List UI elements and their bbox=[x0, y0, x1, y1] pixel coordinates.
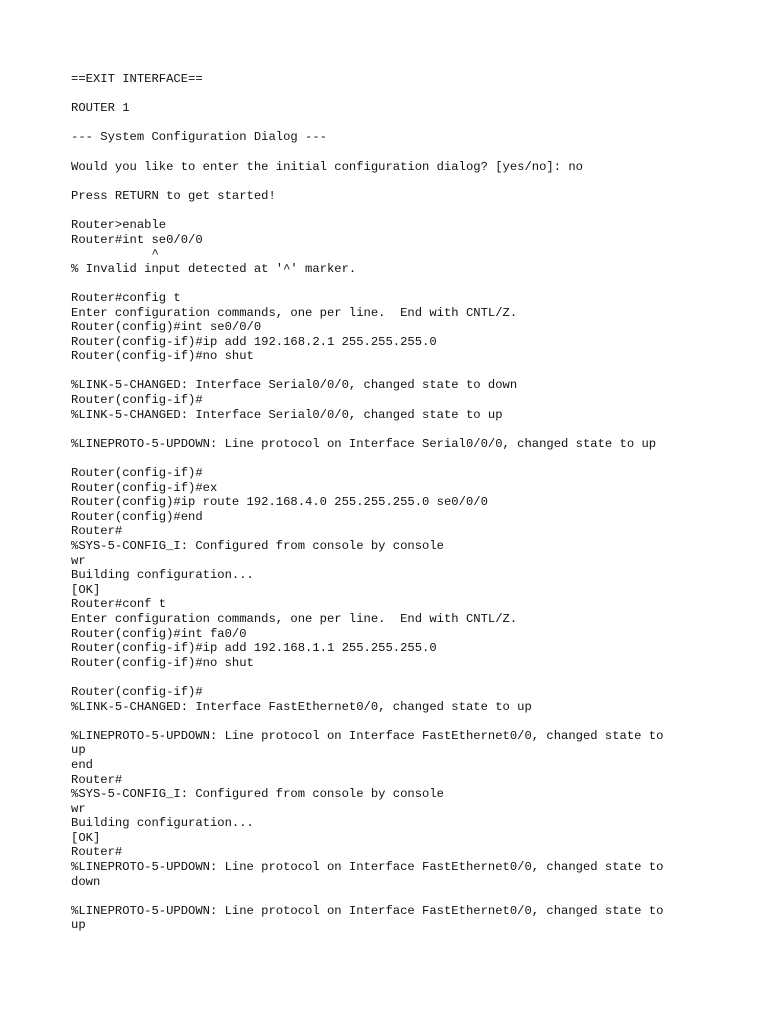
blank-line bbox=[71, 364, 731, 379]
console-line: [OK] bbox=[71, 582, 101, 597]
console-line: Router#config t bbox=[71, 290, 181, 305]
blank-line bbox=[71, 451, 731, 466]
console-line: Building configuration... bbox=[71, 568, 254, 583]
console-line: Enter configuration commands, one per line. End with CNTL/Z. bbox=[71, 305, 518, 320]
console-line: Router(config)#ip route 192.168.4.0 255.255.255.0 se0/0/0 bbox=[71, 495, 488, 510]
console-line: %SYS-5-CONFIG_I: Configured from console by console bbox=[71, 787, 444, 802]
console-line: % Invalid input detected at '^' marker. bbox=[71, 261, 357, 276]
console-line: %LINEPROTO-5-UPDOWN: Line protocol on Interface FastEthernet0/0, changed state to bbox=[71, 903, 664, 918]
console-line: Router>enable bbox=[71, 217, 167, 232]
blank-line bbox=[71, 174, 731, 189]
blank-line bbox=[71, 276, 731, 291]
console-line: Router(config-if)# bbox=[71, 684, 203, 699]
caret-marker-line: ^ bbox=[71, 247, 159, 262]
console-line: Router(config)#end bbox=[71, 509, 203, 524]
console-line: Router# bbox=[71, 845, 123, 860]
blank-line bbox=[71, 889, 731, 904]
console-line: [OK] bbox=[71, 830, 101, 845]
console-line: %LINK-5-CHANGED: Interface FastEthernet0/0, changed state to up bbox=[71, 699, 532, 714]
console-line: Router(config-if)#no shut bbox=[71, 349, 254, 364]
console-line: Router#int se0/0/0 bbox=[71, 232, 203, 247]
console-line: %LINEPROTO-5-UPDOWN: Line protocol on Interface FastEthernet0/0, changed state to bbox=[71, 860, 664, 875]
blank-line bbox=[71, 422, 731, 437]
console-line: end bbox=[71, 757, 93, 772]
console-line: Router(config-if)#ex bbox=[71, 480, 218, 495]
blank-line bbox=[71, 145, 731, 160]
console-line: up bbox=[71, 743, 86, 758]
console-line: wr bbox=[71, 801, 86, 816]
console-line: Building configuration... bbox=[71, 816, 254, 831]
blank-line bbox=[71, 87, 731, 102]
console-line: Router#conf t bbox=[71, 597, 167, 612]
console-line: Router(config)#int se0/0/0 bbox=[71, 320, 262, 335]
console-line: wr bbox=[71, 553, 86, 568]
blank-line bbox=[71, 116, 731, 131]
console-line: Router(config-if)# bbox=[71, 466, 203, 481]
blank-line bbox=[71, 203, 731, 218]
console-line: Router(config-if)#ip add 192.168.1.1 255.255.255.0 bbox=[71, 641, 437, 656]
router-heading: ROUTER 1 bbox=[71, 101, 130, 116]
console-line: %SYS-5-CONFIG_I: Configured from console by console bbox=[71, 539, 444, 553]
console-line: %LINK-5-CHANGED: Interface Serial0/0/0, changed state to up bbox=[71, 407, 503, 422]
console-line: %LINEPROTO-5-UPDOWN: Line protocol on Interface Serial0/0/0, changed state to up bbox=[71, 436, 657, 451]
blank-line bbox=[71, 714, 731, 729]
console-line: Router# bbox=[71, 524, 123, 539]
console-line: Press RETURN to get started! bbox=[71, 188, 276, 203]
console-line: up bbox=[71, 918, 86, 933]
blank-line bbox=[71, 670, 731, 685]
console-line: Router# bbox=[71, 772, 123, 787]
console-line: %LINK-5-CHANGED: Interface Serial0/0/0, changed state to down bbox=[71, 378, 518, 393]
console-line: Router(config-if)# bbox=[71, 393, 203, 408]
console-line: Router(config)#int fa0/0 bbox=[71, 626, 247, 641]
console-line: Router(config-if)#no shut bbox=[71, 655, 254, 670]
console-line: Would you like to enter the initial configuration dialog? [yes/no]: no bbox=[71, 159, 583, 174]
section-heading: ==EXIT INTERFACE== bbox=[71, 72, 203, 86]
console-line: Enter configuration commands, one per line. End with CNTL/Z. bbox=[71, 611, 518, 626]
document-page bbox=[71, 72, 731, 933]
console-line: Router(config-if)#ip add 192.168.2.1 255.255.255.0 bbox=[71, 334, 437, 349]
console-line: down bbox=[71, 874, 101, 889]
console-line: --- System Configuration Dialog --- bbox=[71, 130, 327, 145]
console-line: %LINEPROTO-5-UPDOWN: Line protocol on Interface FastEthernet0/0, changed state to bbox=[71, 728, 664, 743]
